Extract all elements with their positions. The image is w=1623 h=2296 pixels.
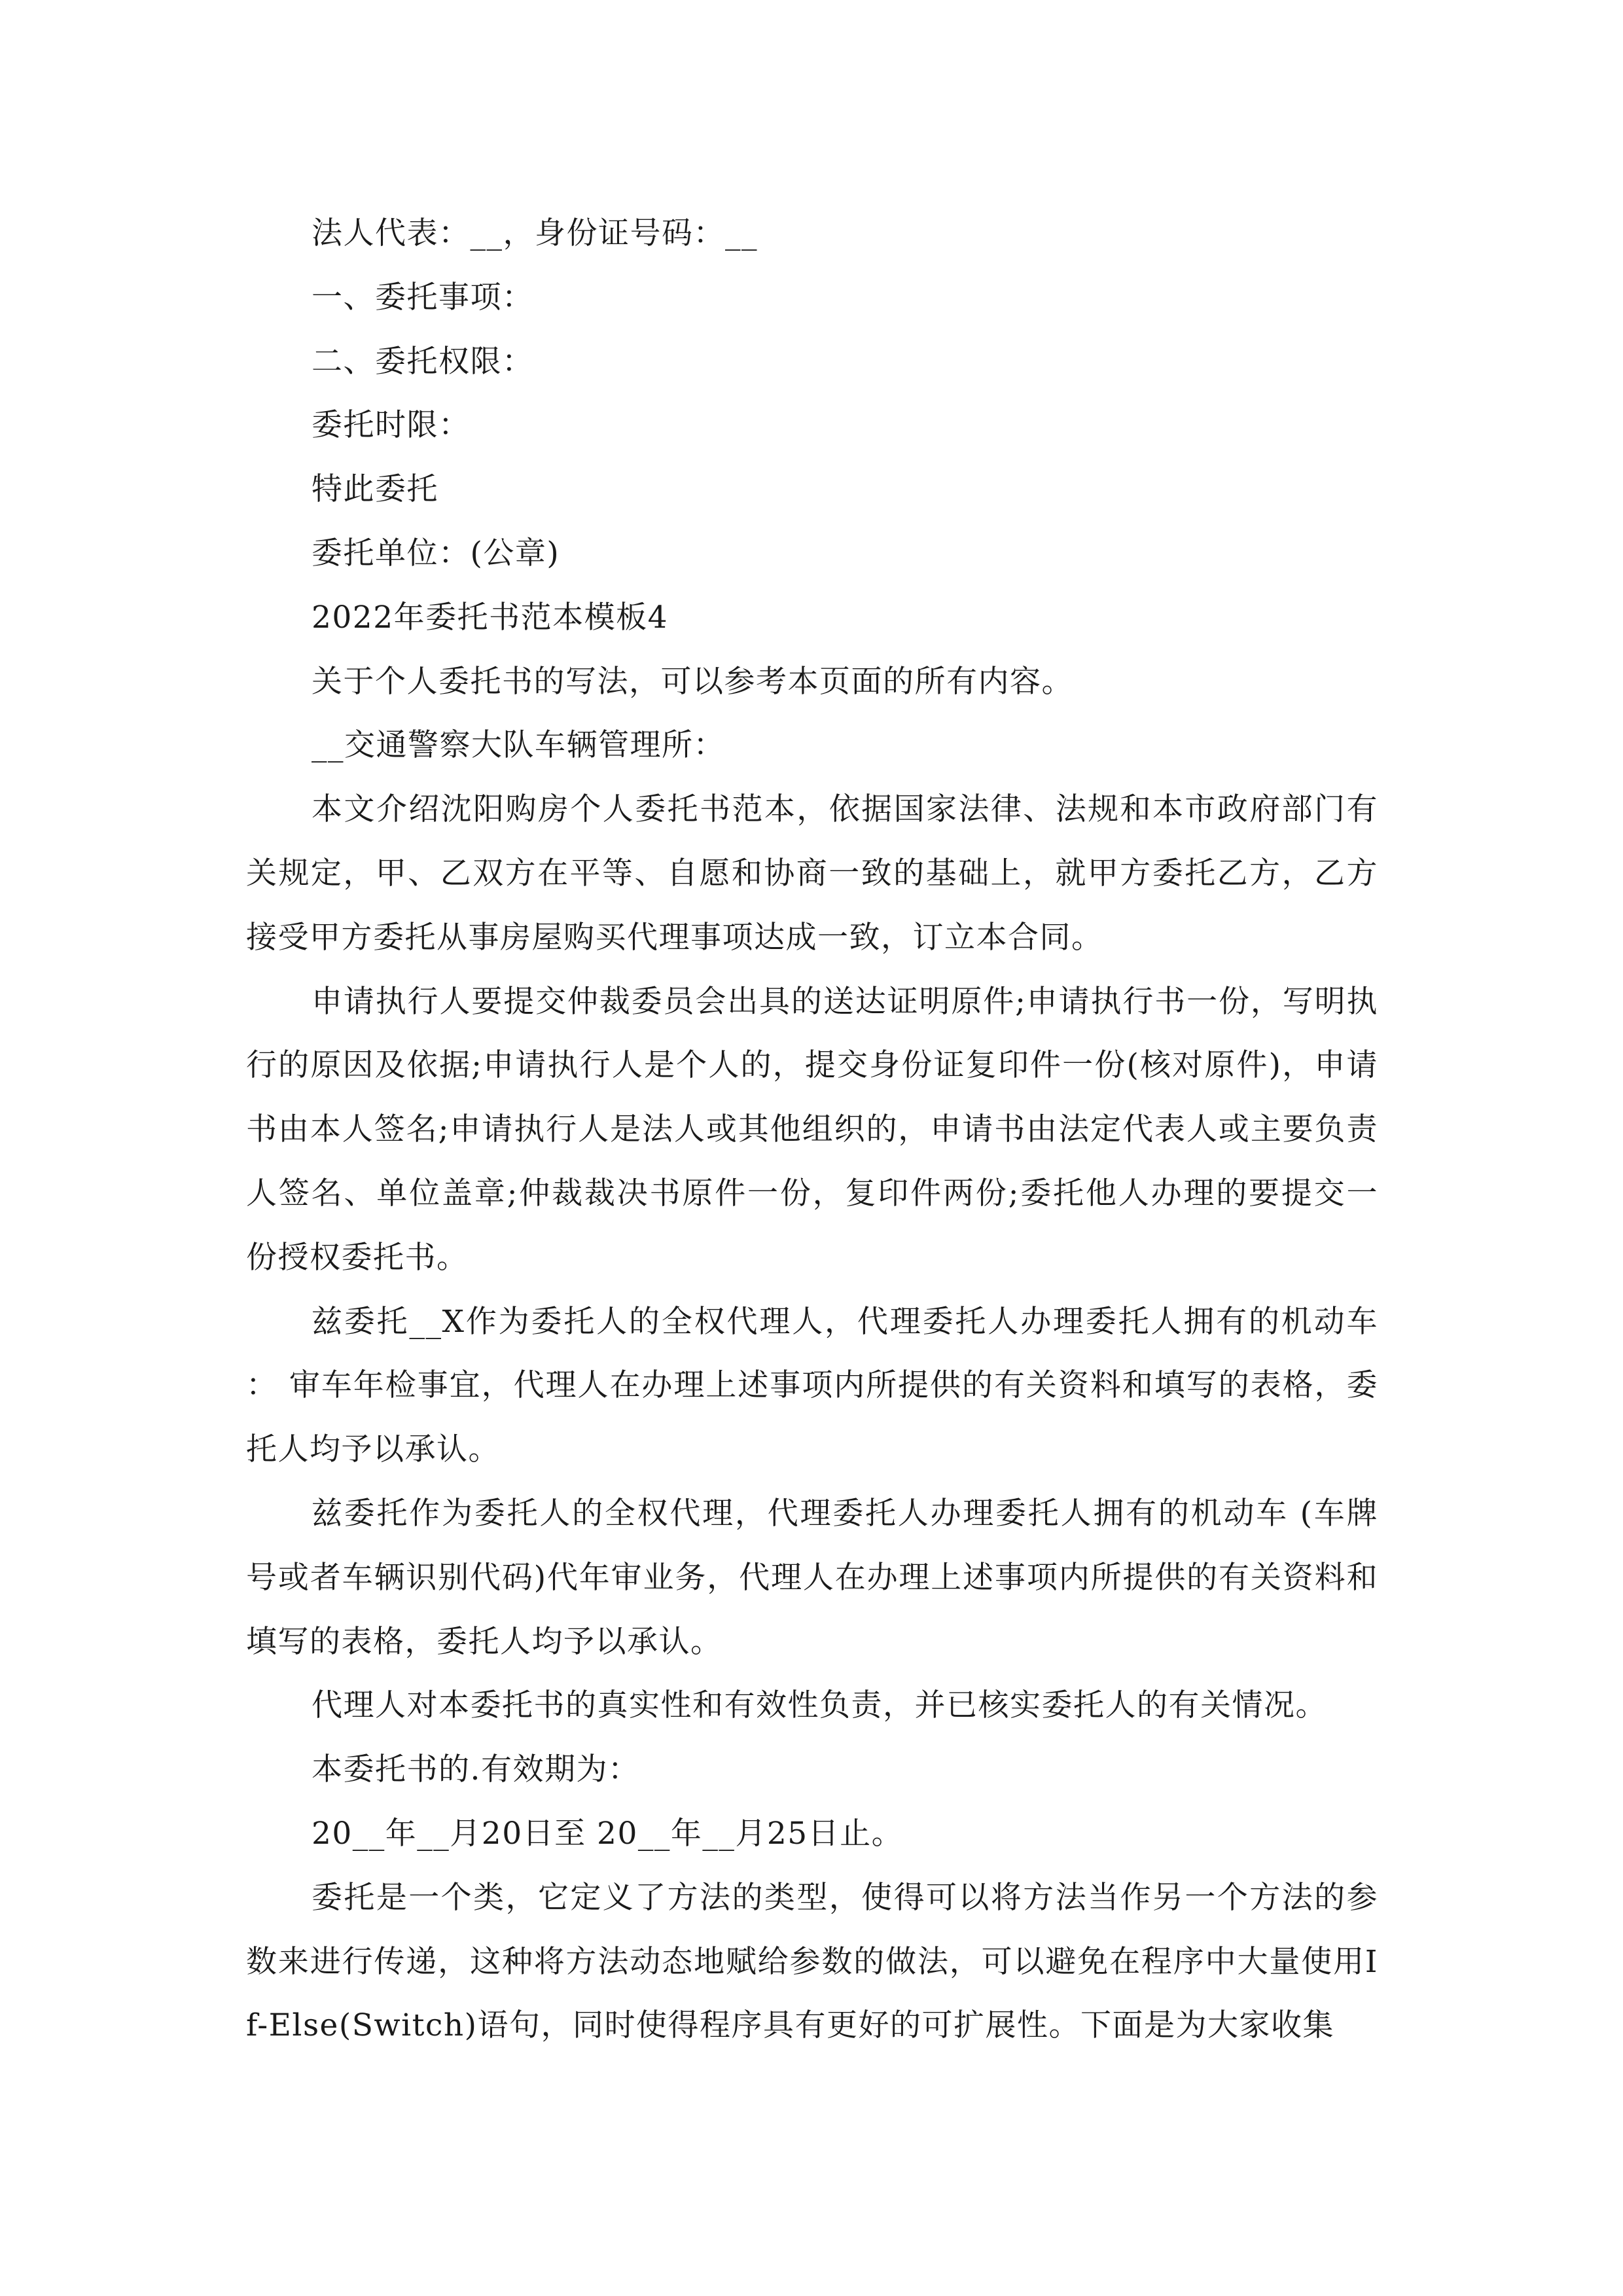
paragraph-vehicle-inspection-entrust: 兹委托__X作为委托人的全权代理人，代理委托人办理委托人拥有的机动车 ： 审车年检事宜，代理人在办理上述事项内所提供的有关资料和填写的表格，委托人均予以承认。: [246, 1303, 1389, 1468]
paragraph-annual-review-entrust: 兹委托作为委托人的全权代理，代理委托人办理委托人拥有的机动车 (车牌号或者车辆识别代码)代年审业务，代理人在办理上述事项内所提供的有关资料和填写的表格，委托人均予以承认。: [246, 1495, 1378, 1660]
paragraph-validity-dates: 20__年__月20日至 20__年__月25日止。: [312, 1815, 904, 1852]
paragraph-entrusted-matters: 一、委托事项：: [312, 279, 534, 315]
paragraph-intro: 关于个人委托书的写法，可以参考本页面的所有内容。: [312, 663, 1073, 700]
paragraph-entrustment-period: 委托时限：: [312, 407, 471, 444]
paragraph-legal-representative: 法人代表：__，身份证号码：__: [312, 215, 758, 251]
paragraph-delegate-definition: 委托是一个类，它定义了方法的类型，使得可以将方法当作另一个方法的参数来进行传递，这种将方法动态地赋给参数的做法，可以避免在程序中大量使用If-Else(Switch)语句，同时使得程序具有更好的可扩展性。下面是为大家收集: [246, 1879, 1378, 2044]
paragraph-purchase-agency: 本文介绍沈阳购房个人委托书范本，依据国家法律、法规和本市政府部门有关规定，甲、乙双方在平等、自愿和协商一致的基础上，就甲方委托乙方，乙方接受甲方委托从事房屋购买代理事项达成一致，订立本合同。: [246, 791, 1378, 956]
paragraph-addressee: __交通警察大队车辆管理所：: [312, 727, 725, 764]
document-body: [246, 202, 1389, 2058]
paragraph-enforcement-application: 申请执行人要提交仲裁委员会出具的送达证明原件;申请执行书一份，写明执行的原因及依据;申请执行人是个人的，提交身份证复印件一份(核对原件)，申请书由本人签名;申请执行人是法人或其他组织的，申请书由法定代表人或主要负责人签名、单位盖章;仲裁裁决书原件一份，复印件两份;委托他人办理的要提交一份授权委托书。: [246, 983, 1378, 1276]
paragraph-validity-label: 本委托书的.有效期为：: [312, 1751, 640, 1788]
paragraph-entrusted-authority: 二、委托权限：: [312, 343, 534, 380]
paragraph-hereby-entrust: 特此委托: [312, 471, 438, 508]
paragraph-agent-responsibility: 代理人对本委托书的真实性和有效性负责，并已核实委托人的有关情况。: [312, 1687, 1327, 1724]
paragraph-entrusting-unit: 委托单位：(公章): [312, 535, 560, 571]
section-heading-template-4: 2022年委托书范本模板4: [312, 599, 669, 636]
